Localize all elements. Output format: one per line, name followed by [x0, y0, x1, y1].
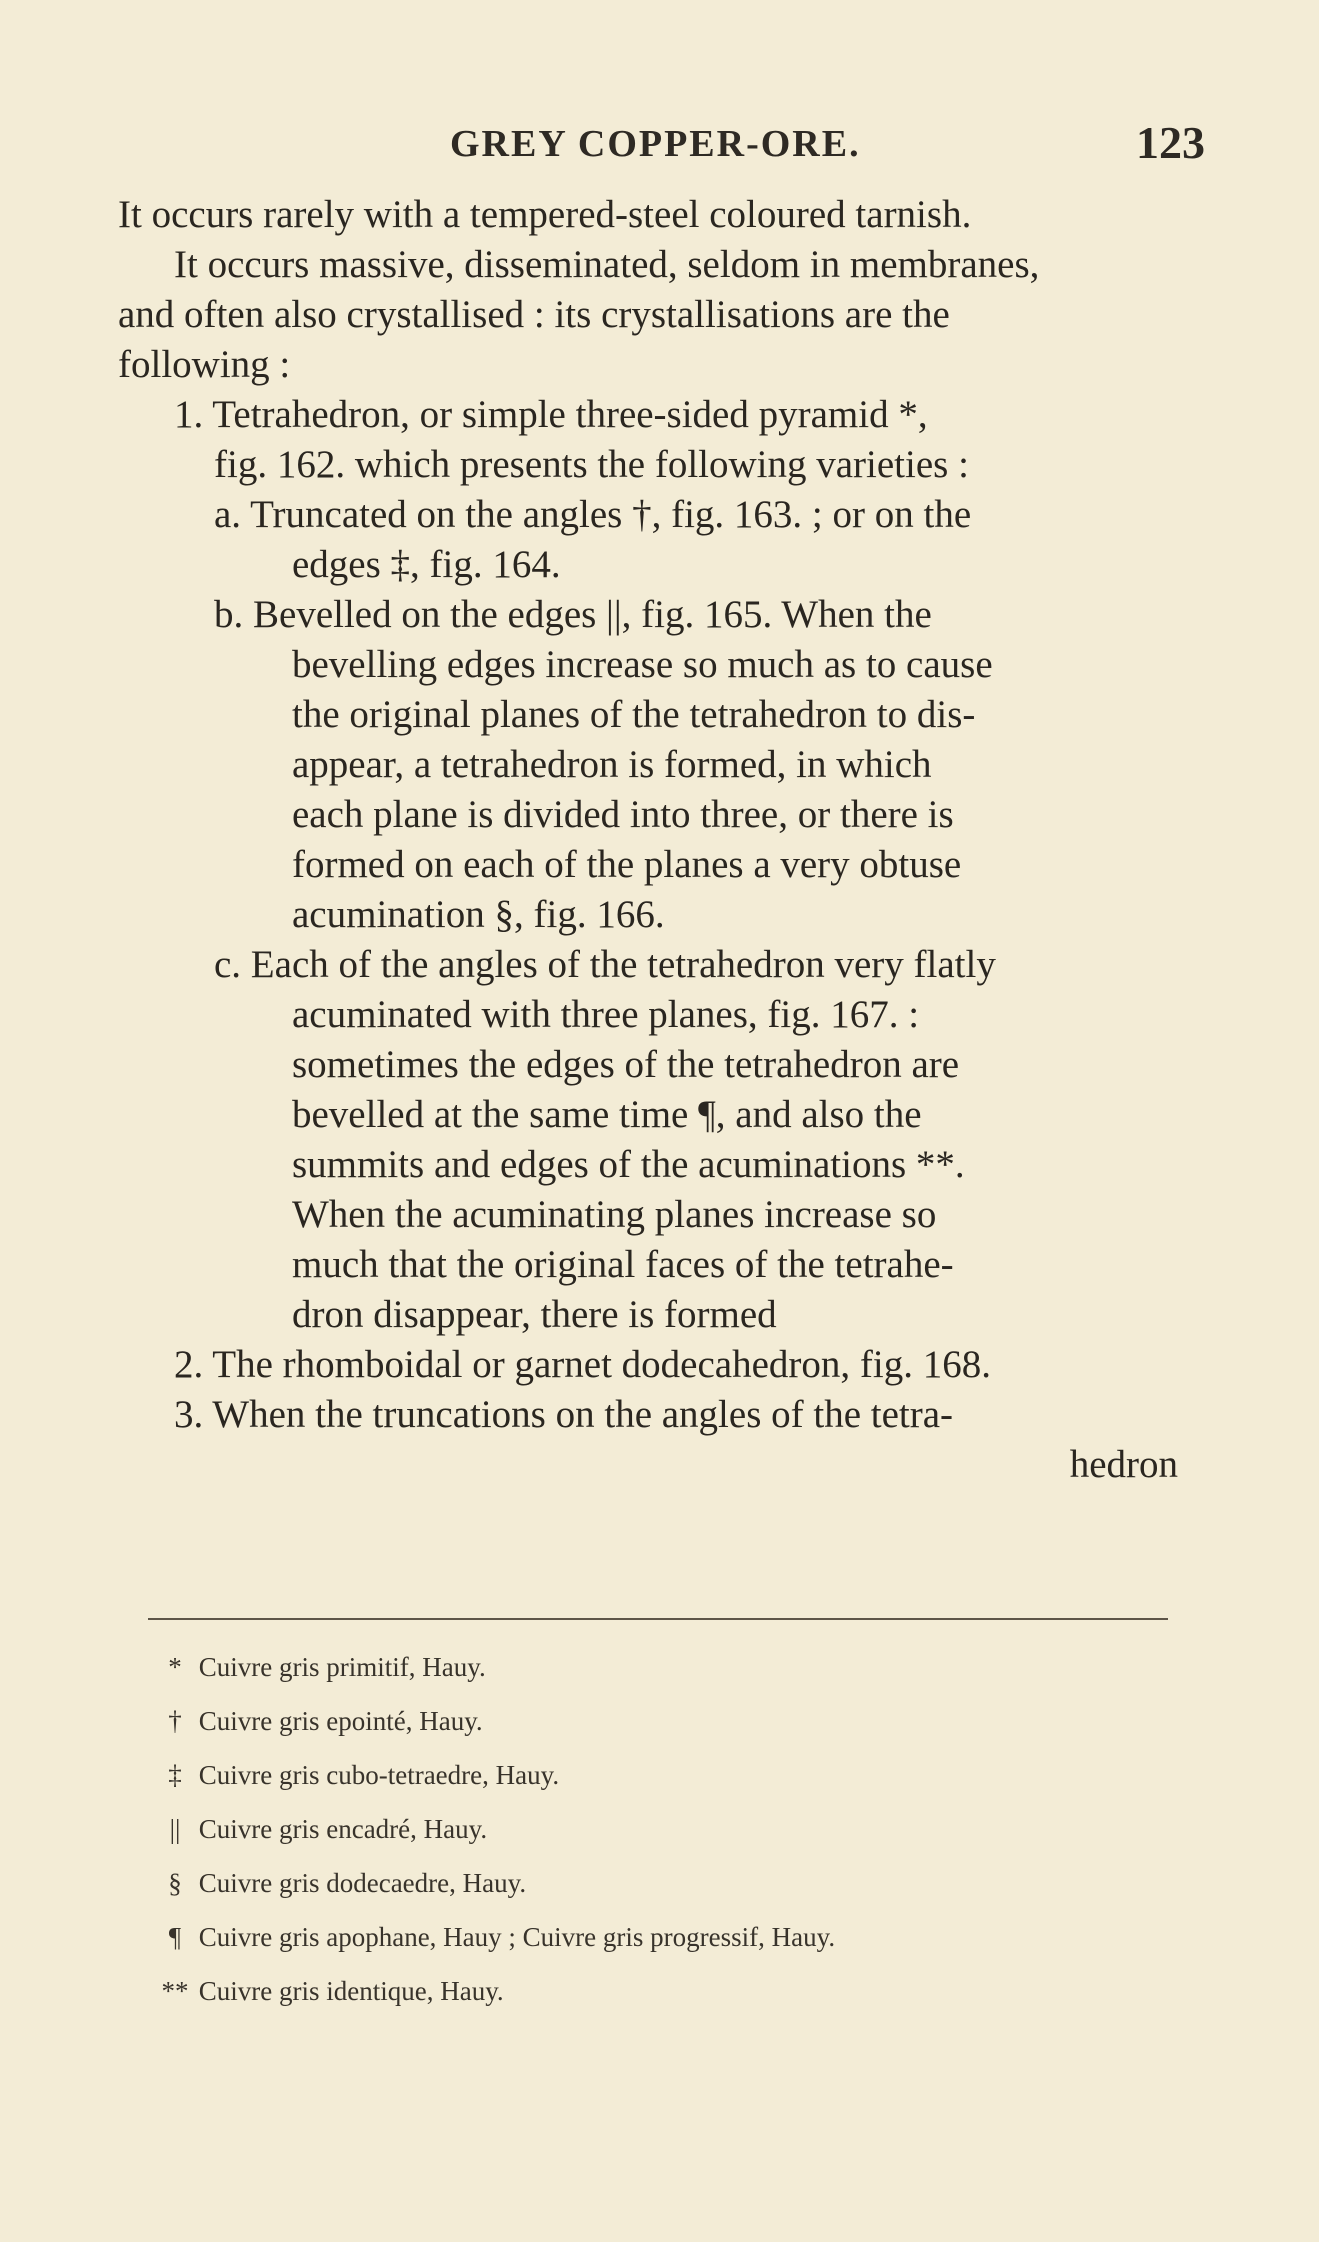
body-line: When the acuminating planes increase so [292, 1193, 937, 1236]
body-text [118, 190, 1178, 1490]
body-line: appear, a tetrahedron is formed, in which [292, 743, 932, 786]
footnote-text: Cuivre gris dodecaedre, Hauy. [198, 1868, 527, 1898]
body-line: the original planes of the tetrahedron to dis- [292, 693, 976, 736]
footnote [158, 1748, 1158, 1802]
body-line: acuminated with three planes, fig. 167. : [292, 993, 920, 1036]
footnote-divider [148, 1618, 1168, 1620]
body-line: bevelled at the same time ¶, and also the [292, 1093, 922, 1136]
footnote-text: Cuivre gris epointé, Hauy. [198, 1706, 483, 1736]
body-line: following : [118, 343, 291, 386]
footnote-mark: ¶ [168, 1922, 182, 1952]
body-line: much that the original faces of the tetrahe- [292, 1243, 954, 1286]
footnote [158, 1856, 1158, 1910]
body-line: a. Truncated on the angles †, fig. 163. ; or on the [214, 493, 972, 536]
body-line: It occurs massive, disseminated, seldom in membranes, [174, 243, 1040, 286]
body-line: and often also crystallised : its crystallisations are the [118, 293, 950, 336]
footnote [158, 1964, 1158, 2018]
body-line: bevelling edges increase so much as to cause [292, 643, 993, 686]
footnote-mark: ‡ [168, 1760, 182, 1790]
footnote-text: Cuivre gris apophane, Hauy ; Cuivre gris progressif, Hauy. [198, 1922, 836, 1952]
footnotes [158, 1640, 1158, 2018]
body-line: 1. Tetrahedron, or simple three-sided pyramid *, [174, 393, 928, 436]
footnote-text: Cuivre gris cubo-tetraedre, Hauy. [198, 1760, 560, 1790]
body-line: each plane is divided into three, or there is [292, 793, 954, 836]
footnote-mark: * [168, 1652, 182, 1682]
body-line: dron disappear, there is formed [292, 1293, 777, 1336]
body-line: edges ‡, fig. 164. [292, 543, 561, 586]
footnote-text: Cuivre gris primitif, Hauy. [198, 1652, 486, 1682]
footnote-mark: || [169, 1814, 181, 1844]
footnote-text: Cuivre gris encadré, Hauy. [198, 1814, 488, 1844]
body-line: 2. The rhomboidal or garnet dodecahedron, fig. 168. [174, 1343, 991, 1386]
footnote [158, 1694, 1158, 1748]
body-line: fig. 162. which presents the following varieties : [214, 443, 969, 486]
footnote-mark: ** [161, 1976, 189, 2006]
footnote [158, 1640, 1158, 1694]
footnote-mark: § [168, 1868, 182, 1898]
body-line: summits and edges of the acuminations **. [292, 1143, 965, 1186]
running-head: GREY COPPER-ORE. [450, 123, 861, 165]
body-line: hedron [1069, 1443, 1178, 1486]
body-line: b. Bevelled on the edges ||, fig. 165. When the [214, 593, 932, 636]
body-line: c. Each of the angles of the tetrahedron very flatly [214, 943, 996, 986]
body-line: It occurs rarely with a tempered-steel coloured tarnish. [118, 193, 972, 236]
body-line: 3. When the truncations on the angles of the tetra- [174, 1393, 954, 1436]
footnote [158, 1802, 1158, 1856]
footnote [158, 1910, 1158, 1964]
footnote-mark: † [168, 1706, 182, 1736]
body-line: acumination §, fig. 166. [292, 893, 665, 936]
body-line: formed on each of the planes a very obtuse [292, 843, 962, 886]
page-header [0, 112, 1319, 172]
body-line: sometimes the edges of the tetrahedron are [292, 1043, 960, 1086]
page-number: 123 [1136, 117, 1205, 168]
footnote-text: Cuivre gris identique, Hauy. [198, 1976, 504, 2006]
